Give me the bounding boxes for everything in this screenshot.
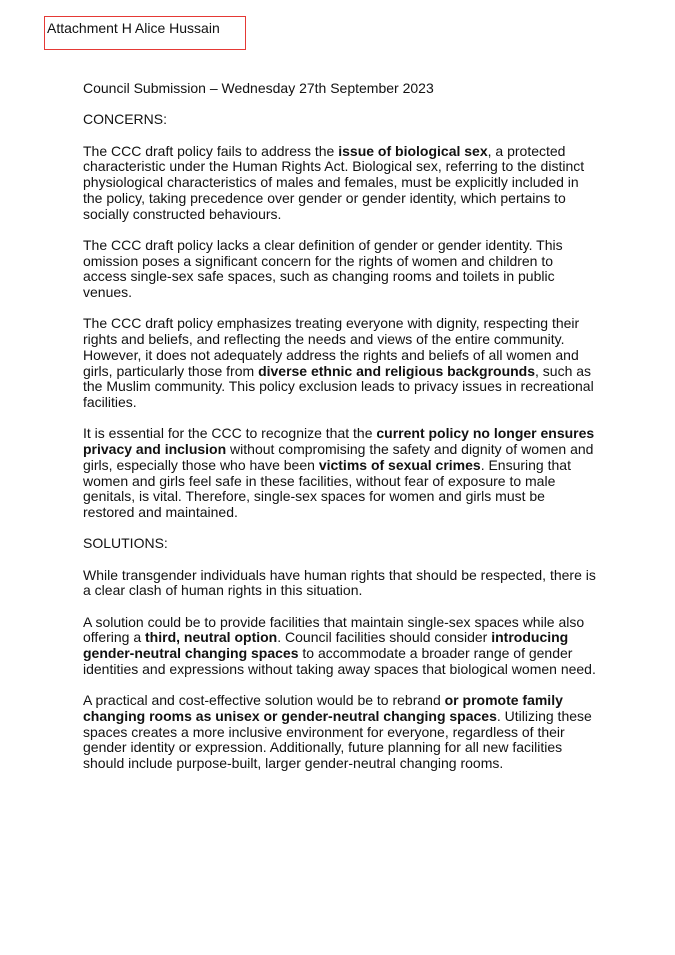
emphasis-run: third, neutral option (145, 629, 278, 646)
attachment-label: Attachment H Alice Hussain (47, 20, 220, 36)
attachment-box (44, 16, 246, 50)
emphasis-run: issue of biological sex (338, 142, 488, 159)
concerns-heading: CONCERNS: (83, 111, 168, 128)
text-run: A solution could be to provide facilities that maintain single-sex spaces while also offering a (83, 613, 585, 646)
solutions-heading: SOLUTIONS: (83, 535, 168, 552)
text-run: , a protected characteristic under the Human Rights Act. Biological sex, referring to the distinct physiological characteristics of males and females, must be explicitly included in the policy, taking precedence over gender or gender identity, which pertains to socially constructed behaviours. (83, 142, 585, 222)
text-run: The CCC draft policy fails to address the (83, 142, 339, 159)
emphasis-run: diverse ethnic and religious backgrounds (258, 362, 536, 379)
text-run: . Ensuring that women and girls feel safe in these facilities, without fear of exposure to male genitals, is vital. Therefore, single-sex spaces for women and girls must be restored and maintained. (83, 456, 571, 520)
document-heading: Council Submission – Wednesday 27th September 2023 (83, 80, 434, 96)
emphasis-run: current policy no longer ensures privacy and inclusion (83, 425, 595, 458)
text-run: . Utilizing these spaces creates a more inclusive environment for everyone, regardless of their gender identity or expression. Additionally, future planning for all new facilities should include purpose-built, larger gender-neutral changing rooms. (83, 707, 592, 772)
paragraph-neutral-option (83, 615, 598, 678)
emphasis-run: introducing gender-neutral changing spaces (83, 629, 569, 662)
text-run: The CCC draft policy lacks a clear definition of gender or gender identity. This omission poses a significant concern for the rights of women and children to access single-sex safe spaces, such as changing rooms and toilets in public venues. (83, 236, 563, 301)
emphasis-run: victims of sexual crimes (318, 456, 481, 473)
text-run: While transgender individuals have human rights that should be respected, there is a clear clash of human rights in this situation. (83, 566, 596, 599)
emphasis-run: or promote family changing rooms as unisex or gender-neutral changing spaces (83, 692, 563, 724)
paragraph-privacy (83, 426, 598, 520)
paragraph-rebrand (83, 693, 598, 772)
paragraph-biological-sex (83, 144, 598, 223)
paragraph-dignity (83, 316, 598, 410)
text-run: , such as the Muslim community. This policy exclusion leads to privacy issues in recreational facilities. (83, 362, 594, 410)
text-run: The CCC draft policy emphasizes treating everyone with dignity, respecting their rights and beliefs, and reflecting the needs and views of the entire community. However, it does not adequately address the rights and beliefs of all women and girls, particularly those from (83, 315, 580, 379)
text-run: . Council facilities should consider (277, 629, 492, 646)
paragraph-human-rights (83, 568, 598, 599)
text-run: It is essential for the CCC to recognize that the (83, 425, 377, 442)
paragraph-gender-definition (83, 238, 598, 301)
document-body (83, 81, 598, 787)
text-run: A practical and cost-effective solution would be to rebrand (83, 692, 445, 709)
text-run: without compromising the safety and dignity of women and girls, especially those who have been (83, 441, 594, 473)
text-run: to accommodate a broader range of gender identities and expressions without taking away spaces that biological women need. (83, 645, 596, 677)
